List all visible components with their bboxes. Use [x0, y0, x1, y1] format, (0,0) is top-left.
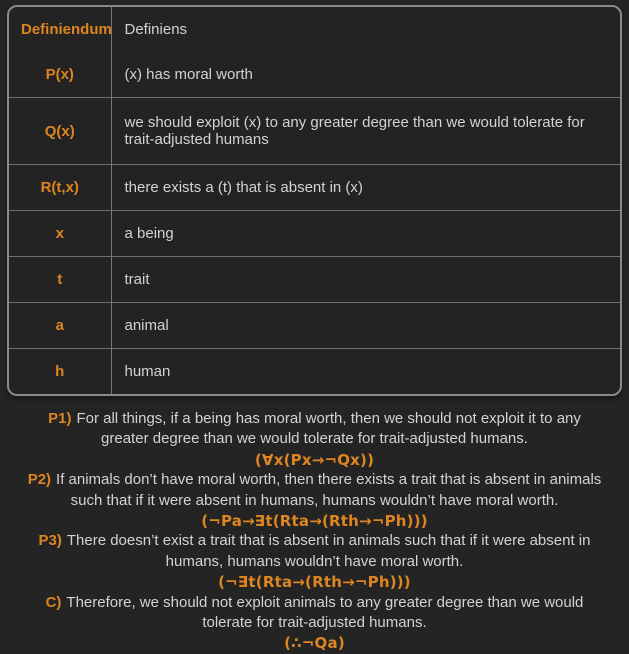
premise-p3 — [27, 531, 602, 572]
premise-p1-formula: (∀x(Px→¬Qx)) — [254, 450, 375, 469]
term-cell: R(t,x) — [9, 165, 111, 211]
definition-table — [9, 7, 620, 394]
definition-cell: human — [111, 349, 620, 395]
conclusion-text: Therefore, we should not exploit animals to any greater degree than we would tolerate for trait-adjusted humans. — [66, 593, 584, 632]
table-row — [9, 211, 620, 257]
premise-p2 — [27, 470, 602, 511]
premise-p2-label: P2) — [27, 471, 52, 489]
table-row — [9, 257, 620, 303]
premise-p2-formula: (¬Pa→∃t(Rta→(Rth→¬Ph))) — [201, 512, 428, 531]
table-header-row — [9, 7, 620, 52]
definition-cell: a being — [111, 211, 620, 257]
definition-table-container — [7, 5, 622, 396]
term-cell: t — [9, 257, 111, 303]
conclusion-label: C) — [45, 593, 62, 611]
term-cell: a — [9, 303, 111, 349]
argument-section — [0, 396, 629, 654]
table-row — [9, 52, 620, 98]
table-row — [9, 303, 620, 349]
premise-p1 — [27, 409, 602, 450]
premise-p1-label: P1) — [48, 410, 72, 427]
header-definiendum: Definiendum — [21, 21, 112, 38]
premise-p3-label: P3) — [38, 532, 62, 550]
premise-p3-formula: (¬∃t(Rta→(Rth→¬Ph))) — [218, 573, 411, 592]
premise-p1-text: For all things, if a being has moral worth, then we should not exploit it to any greater degree than we would tolerate for trait-adjusted humans. — [76, 410, 581, 448]
term-cell: P(x) — [45, 66, 74, 83]
premise-p3-text: There doesn’t exist a trait that is absent in animals such that if it were absent in humans, humans wouldn’t have moral worth. — [66, 532, 591, 570]
header-definiens: Definiens — [111, 7, 620, 52]
definition-cell: trait — [111, 257, 620, 303]
conclusion-formula: (∴¬Qa) — [284, 634, 345, 653]
conclusion — [27, 593, 602, 634]
table-row — [9, 98, 620, 165]
definition-cell: we should exploit (x) to any greater degree than we would tolerate for trait-adjusted humans — [111, 98, 620, 165]
definition-cell: there exists a (t) that is absent in (x) — [111, 165, 620, 211]
table-row — [9, 349, 620, 395]
table-row — [9, 165, 620, 211]
term-cell: Q(x) — [9, 98, 111, 165]
definition-cell: animal — [111, 303, 620, 349]
premise-p2-text: If animals don’t have moral worth, then there exists a trait that is absent in animals such that if it were absent in humans, humans wouldn’t have moral worth. — [56, 471, 602, 509]
definition-cell: (x) has moral worth — [111, 52, 620, 98]
term-cell: x — [9, 211, 111, 257]
term-cell: h — [9, 349, 111, 395]
